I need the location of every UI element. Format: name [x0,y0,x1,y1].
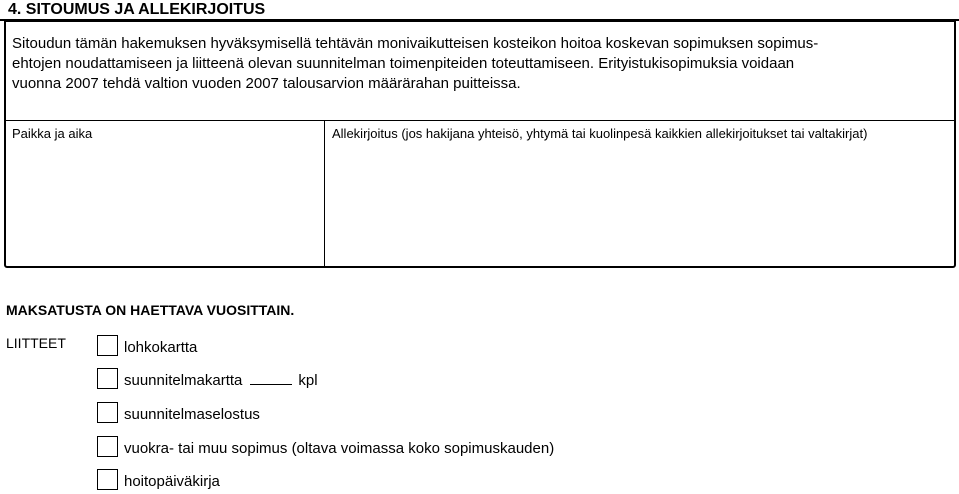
commitment-text [12,34,932,94]
commitment-line: Sitoudun tämän hakemuksen hyväksymisellä tehtävän monivaikutteisen kosteikon hoitoa koskevan sopimuksen sopimus- [12,35,819,52]
attachment-label: hoitopäiväkirja [124,473,220,490]
signature-row [6,120,954,267]
lease-agreement-checkbox[interactable] [97,436,118,457]
signature-divider [324,121,325,267]
attachment-label: lohkokartta [124,339,198,356]
attachment-label: suunnitelmaselostus [124,406,260,423]
commitment-box [4,20,956,268]
annual-payment-note: MAKSATUSTA ON HAETTAVA VUOSITTAIN. [6,302,295,318]
maintenance-diary-checkbox[interactable] [97,469,118,490]
plan-map-checkbox[interactable] [97,368,118,389]
attachment-label-wrap [124,372,318,389]
count-unit: kpl [298,372,318,389]
attachment-label: suunnitelmakartta [124,372,243,389]
commitment-line: vuonna 2007 tehdä valtion vuoden 2007 talousarvion määrärahan puitteissa. [12,75,521,92]
section-title: 4. SITOUMUS JA ALLEKIRJOITUS [0,0,959,21]
signature-field[interactable]: Allekirjoitus (jos hakijana yhteisö, yhtymä tai kuolinpesä kaikkien allekirjoitukset tai valtakirjat) [332,126,868,141]
attachment-label: vuokra- tai muu sopimus (oltava voimassa koko sopimuskauden) [124,440,555,457]
place-time-field[interactable]: Paikka ja aika [12,126,93,141]
commitment-line: ehtojen noudattamiseen ja liitteenä olevan suunnitelman toimenpiteiden toteuttamiseen. Erityistukisopimuksia voidaan [12,55,795,72]
plan-description-checkbox[interactable] [97,402,118,423]
attachments-label: LIITTEET [6,335,66,351]
plan-map-count-field[interactable] [250,372,292,385]
block-map-checkbox[interactable] [97,335,118,356]
